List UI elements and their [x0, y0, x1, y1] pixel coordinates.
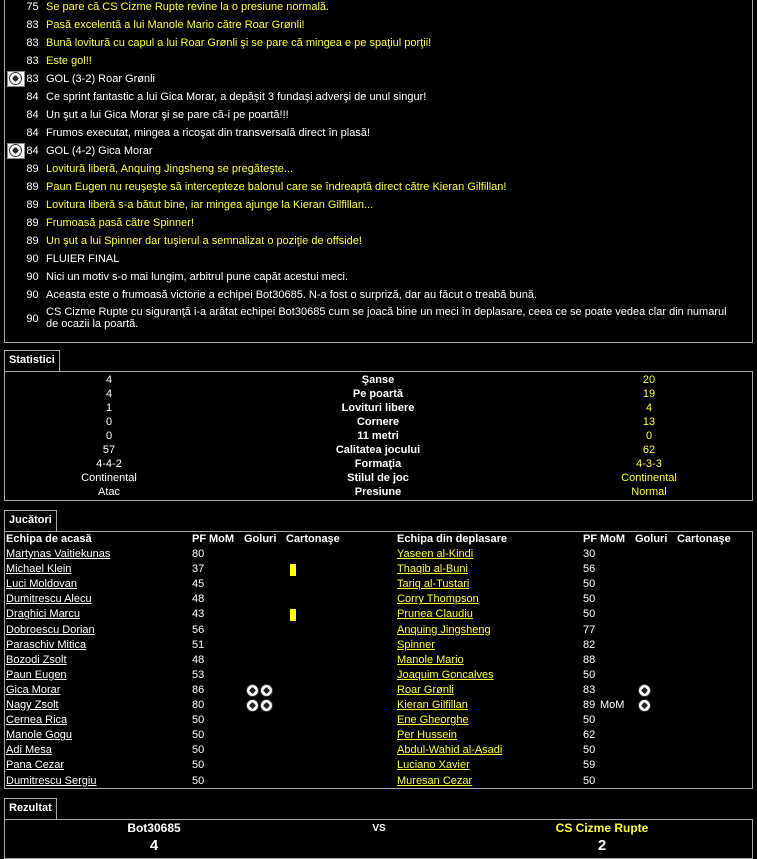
player-rating: 59	[583, 759, 596, 772]
commentary-minute: 83	[26, 73, 39, 85]
away-player-link[interactable]: Per Hussein	[397, 729, 457, 742]
commentary-text: Frumos executat, mingea a ricoşat din transversală direct în plasă!	[46, 127, 371, 139]
commentary-row	[0, 70, 757, 88]
commentary-text: Se pare că CS Cizme Rupte revine la o presiune normală.	[46, 1, 330, 13]
stat-home-value: 4	[105, 388, 113, 400]
away-mom-header: MoM	[600, 533, 626, 545]
home-player-link[interactable]: Manole Gogu	[6, 729, 73, 742]
commentary-text: Lovitură liberă, Anquing Jingsheng se pregăteşte...	[46, 163, 294, 175]
player-rating: 50	[583, 668, 596, 681]
vs-label: VS	[372, 823, 386, 834]
player-rating: 50	[192, 744, 205, 757]
commentary-minute: 89	[26, 163, 39, 175]
commentary-row	[0, 268, 757, 286]
home-goals-header: Goluri	[244, 533, 277, 545]
home-player-link[interactable]: Martynas Vaitiekunas	[6, 548, 111, 560]
player-rating: 50	[583, 608, 596, 621]
commentary-minute: 90	[26, 313, 39, 325]
commentary-text: GOL (4-2) Gica Morar	[46, 145, 153, 157]
commentary-row	[0, 142, 757, 160]
home-player-link[interactable]: Nagy Zsolt	[6, 699, 59, 711]
commentary-row	[0, 286, 757, 304]
commentary-row	[0, 106, 757, 124]
home-player-link[interactable]: Paun Eugen	[6, 668, 67, 681]
player-rating: 48	[192, 653, 205, 666]
home-player-link[interactable]: Bozodi Zsolt	[6, 653, 67, 666]
player-rating: 45	[192, 578, 205, 591]
commentary-text: FLUIER FINAL	[46, 253, 120, 265]
player-rating: 43	[192, 608, 205, 621]
player-rating: 86	[192, 683, 205, 696]
stat-away-value: 62	[642, 444, 656, 456]
stat-label: Formaţia	[354, 458, 402, 470]
player-rating: 89	[583, 699, 596, 711]
away-player-link[interactable]: Thaqib al-Buni	[397, 563, 468, 576]
player-rating: 37	[192, 563, 205, 576]
commentary-minute: 83	[26, 19, 39, 31]
player-rating: 50	[192, 759, 205, 772]
soccer-ball-icon	[246, 684, 259, 697]
away-score: 2	[597, 837, 607, 854]
player-rating: 80	[192, 699, 205, 711]
goal-event-icon	[7, 71, 25, 87]
away-player-link[interactable]: Muresan Cezar	[397, 774, 473, 787]
statistics-tab: Statistici	[4, 350, 60, 371]
stat-home-value: 0	[105, 416, 113, 428]
stat-home-value: 4	[105, 374, 113, 386]
soccer-ball-icon	[260, 684, 273, 697]
home-cards-header: Cartonaşe	[286, 533, 340, 545]
home-player-link[interactable]: Michael Klein	[6, 563, 72, 576]
home-pf-header: PF	[192, 533, 207, 545]
commentary-row	[0, 124, 757, 142]
commentary-minute: 84	[26, 109, 39, 121]
commentary-minute: 83	[26, 37, 39, 49]
stat-label: Pe poartă	[352, 388, 404, 400]
commentary-text: Paun Eugen nu reuşeşte să intercepteze balonul care se îndreaptă direct către Kieran Gilfillan!	[46, 181, 507, 193]
commentary-text: Ce sprint fantastic a lui Gica Morar, a depăşit 3 fundaşi adverşi de unul singur!	[46, 91, 427, 103]
away-player-link[interactable]: Anquing Jingsheng	[397, 623, 491, 636]
player-rating: 50	[192, 774, 205, 787]
commentary-minute: 89	[26, 199, 39, 211]
commentary-text: Un şut a lui Gica Morar şi se pare că-i pe poartă!!!	[46, 109, 289, 121]
home-player-link[interactable]: Draghici Marcu	[6, 608, 80, 621]
away-team-name: CS Cizme Rupte	[555, 821, 649, 835]
commentary-row	[0, 88, 757, 106]
stat-away-value: Continental	[621, 472, 677, 484]
result-tab: Rezultat	[4, 798, 57, 819]
home-player-link[interactable]: Gica Morar	[6, 683, 61, 696]
home-player-link[interactable]: Dumitrescu Alecu	[6, 593, 92, 606]
stat-label: Lovituri libere	[341, 402, 415, 414]
player-rating: 77	[583, 623, 596, 636]
home-team-header: Echipa de acasă	[6, 533, 92, 545]
home-player-link[interactable]: Cernea Rica	[6, 714, 68, 727]
commentary-row	[0, 0, 757, 16]
away-player-link[interactable]: Kieran Gilfillan	[397, 699, 468, 711]
stat-label: Presiune	[354, 486, 402, 498]
home-player-link[interactable]: Paraschiv Mitica	[6, 638, 87, 651]
commentary-minute: 90	[26, 253, 39, 265]
home-mom-header: MoM	[209, 533, 235, 545]
away-player-link[interactable]: Tariq al-Tustari	[397, 578, 470, 591]
stat-label: Şanse	[361, 374, 395, 386]
player-rating: 88	[583, 653, 596, 666]
player-rating: 50	[583, 593, 596, 606]
home-player-link[interactable]: Adi Mesa	[6, 744, 52, 757]
away-player-link[interactable]: Manole Mario	[397, 653, 464, 666]
yellow-card-icon	[290, 609, 296, 621]
home-player-link[interactable]: Dumitrescu Sergiu	[6, 774, 97, 787]
commentary-text: Frumoasă pasă către Spinner!	[46, 217, 194, 229]
player-rating: 50	[583, 744, 596, 757]
stat-home-value: Continental	[81, 472, 137, 484]
commentary-minute: 90	[26, 289, 39, 301]
stat-away-value: 19	[642, 388, 656, 400]
stat-home-value: 1	[105, 402, 113, 414]
commentary-row	[0, 250, 757, 268]
player-rating: 62	[583, 729, 596, 742]
stat-away-value: 0	[645, 430, 653, 442]
commentary-text: Bună lovitură cu capul a lui Roar Grønli şi se pare că mingea e pe spaţiul porţii!	[46, 37, 432, 49]
stat-label: Calitatea jocului	[335, 444, 421, 456]
commentary-row	[0, 232, 757, 250]
commentary-minute: 89	[26, 181, 39, 193]
away-team-header: Echipa din deplasare	[397, 533, 508, 545]
commentary-minute: 75	[26, 1, 39, 13]
player-rating: 51	[192, 638, 205, 651]
commentary-minute: 90	[26, 271, 39, 283]
away-player-link[interactable]: Abdul-Wahid al-Asadi	[397, 744, 503, 757]
stat-label: Cornere	[356, 416, 400, 428]
home-score: 4	[149, 837, 159, 854]
commentary-minute: 89	[26, 235, 39, 247]
commentary-row	[0, 16, 757, 34]
soccer-ball-icon	[246, 699, 259, 712]
player-rating: 30	[583, 548, 596, 560]
man-of-the-match: MoM	[600, 699, 625, 711]
home-team-name: Bot30685	[127, 821, 181, 835]
away-goals-header: Goluri	[635, 533, 668, 545]
home-player-link[interactable]: Luci Moldovan	[6, 578, 77, 591]
away-player-link[interactable]: Ene Gheorghe	[397, 714, 469, 727]
commentary-text: Aceasta este o frumoasă victorie a echipei Bot30685. N-a fost o surpriză, dar au făcut o treabă bună.	[46, 289, 538, 301]
stat-label: 11 metri	[357, 430, 399, 442]
commentary-minute: 89	[26, 217, 39, 229]
stat-away-value: Normal	[631, 486, 667, 498]
player-rating: 53	[192, 668, 205, 681]
home-player-link[interactable]: Dobroescu Dorian	[6, 623, 95, 636]
soccer-ball-icon	[9, 144, 22, 157]
commentary-row	[0, 34, 757, 52]
commentary-text: Este gol!!	[46, 55, 92, 67]
stat-away-value: 20	[642, 374, 656, 386]
soccer-ball-icon	[260, 699, 273, 712]
player-rating: 56	[583, 563, 596, 576]
commentary-text: CS Cizme Rupte cu siguranţă i-a arătat echipei Bot30685 cum se joacă bine un meci în deplasare, ceea ce se poate vedea clar din numarul de ocazii la poartă.	[46, 306, 727, 330]
player-rating: 50	[192, 714, 205, 727]
commentary-row	[0, 196, 757, 214]
players-box	[4, 531, 753, 789]
stat-home-value: Atac	[97, 486, 120, 498]
player-rating: 83	[583, 683, 596, 696]
commentary-text: Pasă excelentă a lui Manole Mario către Roar Grønli!	[46, 19, 305, 31]
stat-home-value: 0	[105, 430, 113, 442]
commentary-text: GOL (3-2) Roar Grønli	[46, 73, 156, 85]
player-rating: 50	[583, 578, 596, 591]
away-pf-header: PF	[583, 533, 598, 545]
away-player-link[interactable]: Roar Grønli	[397, 683, 454, 696]
away-player-link[interactable]: Spinner	[397, 638, 435, 651]
away-player-link[interactable]: Luciano Xavier	[397, 759, 470, 772]
commentary-row	[0, 304, 757, 334]
player-rating: 50	[192, 729, 205, 742]
soccer-ball-icon	[9, 72, 22, 85]
away-player-link[interactable]: Corry Thompson	[397, 593, 479, 606]
stat-away-value: 4	[645, 402, 653, 414]
stat-home-value: 57	[102, 444, 116, 456]
player-rating: 56	[192, 623, 205, 636]
commentary-row	[0, 178, 757, 196]
commentary-row	[0, 52, 757, 70]
player-rating: 50	[583, 714, 596, 727]
stat-home-value: 4-4-2	[96, 458, 122, 470]
goal-event-icon	[7, 143, 25, 159]
stat-away-value: 4-3-3	[636, 458, 662, 470]
commentary-minute: 84	[26, 91, 39, 103]
commentary-minute: 84	[26, 145, 39, 157]
commentary-text: Un şut a lui Spinner dar tuşierul a semnalizat o poziţie de offside!	[46, 235, 362, 247]
stat-label: Stilul de joc	[347, 472, 409, 484]
commentary-row	[0, 214, 757, 232]
away-player-link[interactable]: Prunea Claudiu	[397, 608, 473, 621]
player-rating: 48	[192, 593, 205, 606]
commentary-text: Lovitura liberă s-a bătut bine, iar mingea ajunge la Kieran Gilfillan...	[46, 199, 374, 211]
player-rating: 50	[583, 774, 596, 787]
commentary-row	[0, 160, 757, 178]
commentary-minute: 84	[26, 127, 39, 139]
player-rating: 82	[583, 638, 596, 651]
soccer-ball-icon	[638, 684, 651, 697]
home-player-link[interactable]: Pana Cezar	[6, 759, 65, 772]
stat-away-value: 13	[642, 416, 656, 428]
commentary-minute: 83	[26, 55, 39, 67]
away-player-link[interactable]: Yaseen al-Kindi	[397, 548, 474, 560]
away-player-link[interactable]: Joaquim Goncalves	[397, 668, 494, 681]
commentary-text: Nici un motiv s-o mai lungim, arbitrul pune capăt acestui meci.	[46, 271, 349, 283]
soccer-ball-icon	[638, 699, 651, 712]
players-tab: Jucători	[4, 510, 57, 531]
player-rating: 80	[192, 548, 205, 560]
away-cards-header: Cartonaşe	[677, 533, 731, 545]
yellow-card-icon	[290, 564, 296, 576]
